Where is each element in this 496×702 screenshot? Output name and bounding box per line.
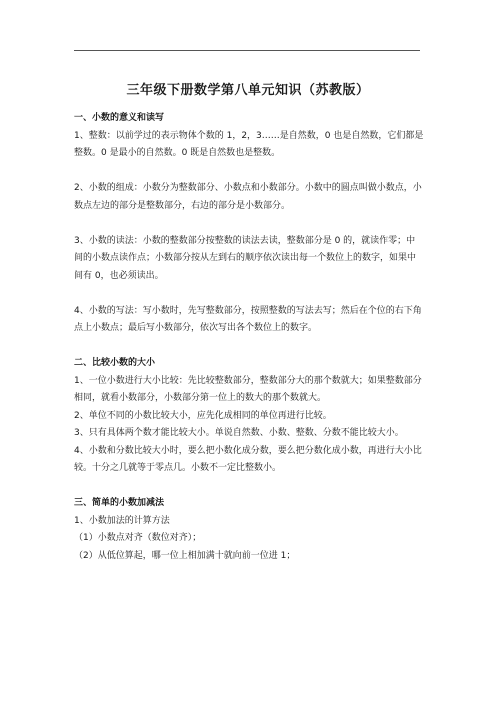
paragraph: 1、整数：以前学过的表示物体个数的 1，2，3……是自然数，0 也是自然数，它们都是整数。0 是最小的自然数。0 既是自然数也是整数。 (74, 130, 424, 158)
paragraph: 4、小数和分数比较大小时，要么把小数化成分数，要么把分数化成小数，再进行大小比较。十分之几就等于零点几。小数不一定比整数小。 (74, 445, 422, 473)
section-heading: 三、简单的小数加减法 (74, 498, 165, 508)
paragraph: 4、小数的写法：写小数时，先写整数部分，按照整数的写法去写；然后在个位的右下角点上小数点；最后写小数部分，依次写出各个数位上的数字。 (74, 305, 422, 333)
paragraph: 1、一位小数进行大小比较：先比较整数部分，整数部分大的那个数就大；如果整数部分相同，就看小数部分，小数部分第一位上的数大的那个数就大。 (74, 375, 422, 403)
page-title: 三年级下册数学第八单元知识（苏教版） (126, 83, 370, 98)
section-heading: 二、比较小数的大小 (74, 358, 156, 368)
paragraph: 1、小数加法的计算方法 (74, 515, 170, 526)
paragraph: 2、小数的组成：小数分为整数部分、小数点和小数部分。小数中的圆点叫做小数点，小数点左边的部分是整数部分，右边的部分是小数部分。 (74, 183, 422, 211)
paragraph: 3、小数的读法：小数的整数部分按整数的读法去读，整数部分是 0 的，就读作零；中间的小数点读作点；小数部分按从左到右的顺序依次读出每一个数位上的数字，如果中间有 0，也必须读出。 (74, 235, 417, 281)
paragraph: （1）小数点对齐（数位对齐）； (74, 533, 202, 543)
header-rule (74, 50, 420, 51)
paragraph: 3、只有具体两个数才能比较大小。单说自然数、小数、整数、分数不能比较大小。 (74, 428, 404, 438)
paragraph: （2）从低位算起，哪一位上相加满十就向前一位进 1； (74, 550, 296, 561)
section-heading: 一、小数的意义和读写 (74, 113, 165, 123)
paragraph: 2、单位不同的小数比较大小，应先化成相同的单位再进行比较。 (74, 410, 332, 421)
document-body (74, 110, 424, 565)
